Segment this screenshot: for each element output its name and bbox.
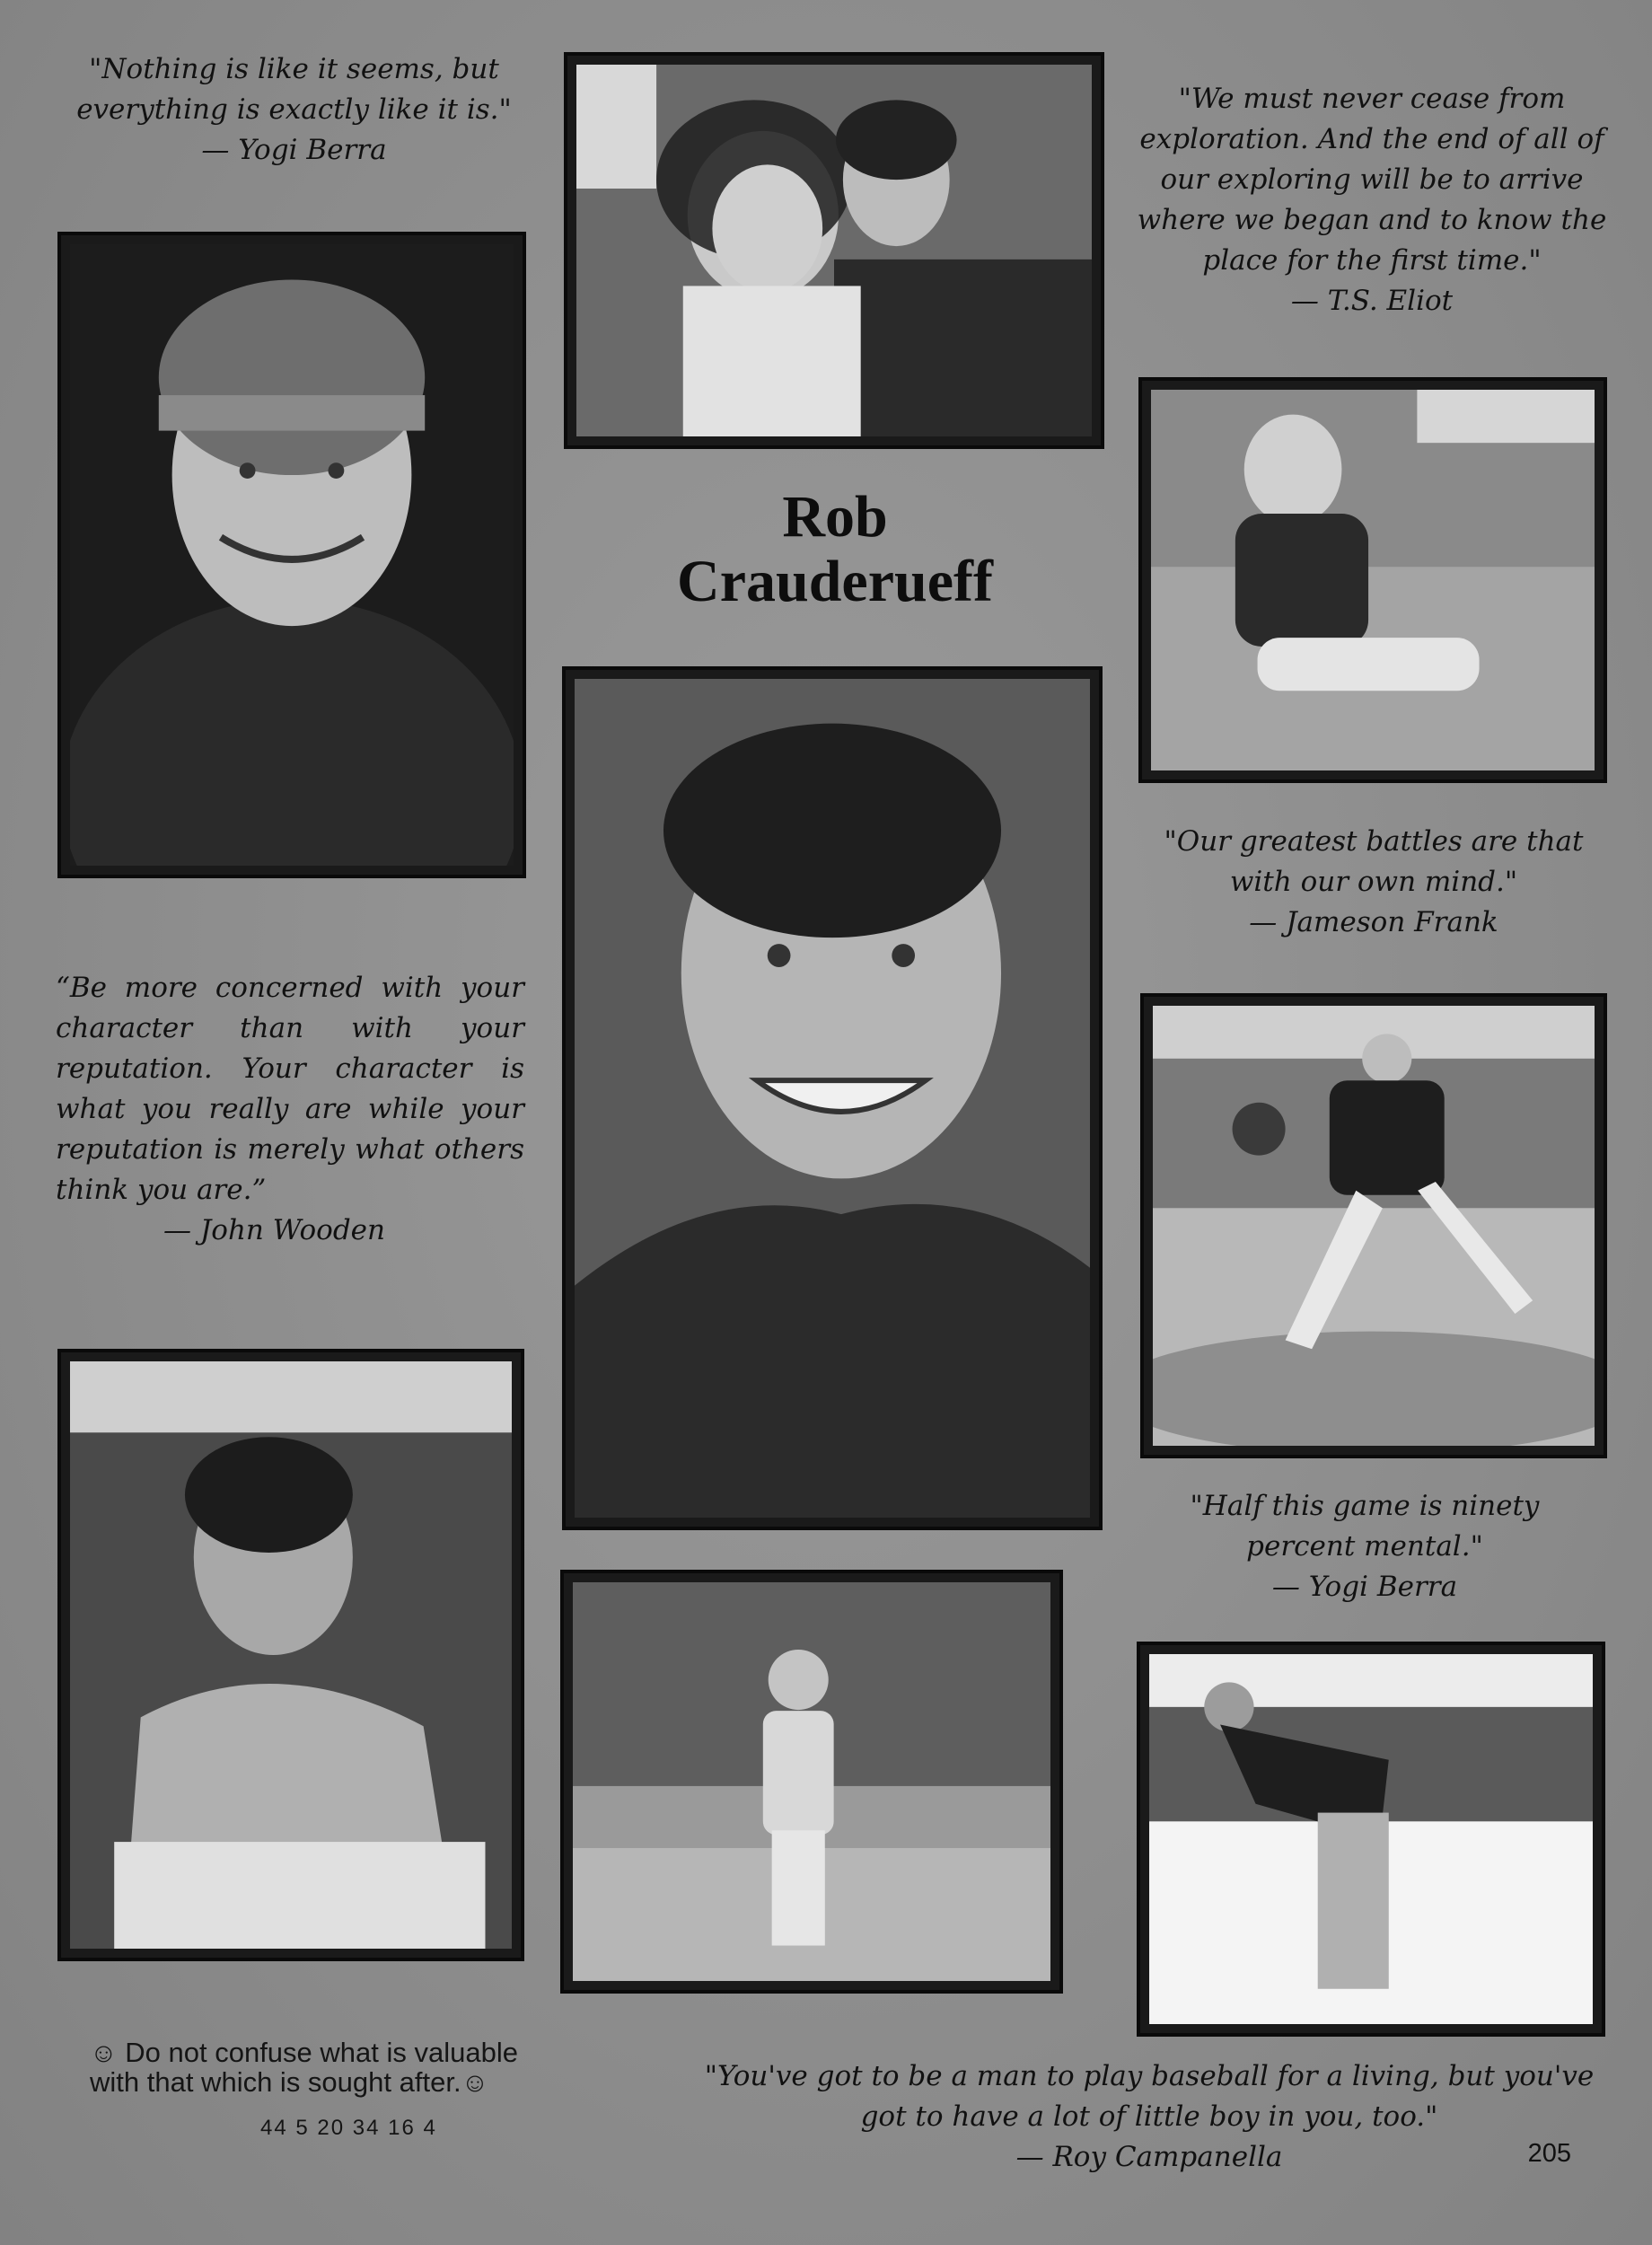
quote-attribution: — Yogi Berra <box>1271 1571 1458 1603</box>
quote-roy-campanella <box>691 2056 1607 2178</box>
quote-attribution: — Jameson Frank <box>1249 906 1498 938</box>
quote-jameson-frank <box>1136 822 1612 943</box>
quote-yogi-berra-1 <box>67 49 521 171</box>
motto-numbers: 44 5 20 34 16 4 <box>260 2116 437 2140</box>
quote-attribution: — John Wooden <box>163 1214 385 1246</box>
photo-toddler-couch <box>1138 377 1607 783</box>
smiley-icon: ☺ <box>461 2068 489 2098</box>
quote-yogi-berra-2 <box>1149 1486 1580 1607</box>
quote-text: "You've got to be a man to play baseball for a living, but you've got to have a lot of little boy in you, too." <box>704 2060 1595 2133</box>
photo-main-portrait <box>562 666 1103 1530</box>
quote-attribution: — Yogi Berra <box>201 134 387 166</box>
page-number: 205 <box>1527 2139 1571 2168</box>
smiley-icon: ☺ <box>90 2038 118 2068</box>
student-last-name: Crauderueff <box>677 549 993 614</box>
quote-ts-eliot <box>1129 79 1614 321</box>
photo-beach-child <box>560 1570 1063 1994</box>
motto-line-2: with that which is sought after.☺ <box>90 2066 489 2098</box>
student-first-name: Rob <box>782 484 888 550</box>
photo-shirtless <box>57 1349 524 1961</box>
quote-text: "Half this game is ninety percent mental." <box>1190 1490 1540 1563</box>
quote-text: "Nothing is like it seems, but everything is exactly like it is." <box>76 53 512 126</box>
quote-attribution: — T.S. Eliot <box>1290 285 1454 317</box>
quote-text: “Be more concerned with your character than with your reputation. Your character is what you really are while your reputation is merely what others think you are.” <box>56 972 524 1206</box>
quote-text: "Our greatest battles are that with our own mind." <box>1164 825 1584 898</box>
quote-text: "We must never cease from exploration. And the end of all of our exploring will be to arrive where we began and to know the place for the first time." <box>1137 83 1607 277</box>
motto-line-1: ☺ Do not confuse what is valuable <box>90 2037 518 2068</box>
student-name <box>593 485 1077 614</box>
photo-baseball-pitcher <box>1140 993 1607 1458</box>
quote-attribution: — Roy Campanella <box>1015 2141 1283 2173</box>
photo-beanie-portrait <box>57 232 526 878</box>
quote-john-wooden <box>56 968 524 1251</box>
personal-motto <box>90 2038 593 2143</box>
photo-couple <box>564 52 1104 449</box>
photo-snow-crouch <box>1137 1642 1605 2037</box>
